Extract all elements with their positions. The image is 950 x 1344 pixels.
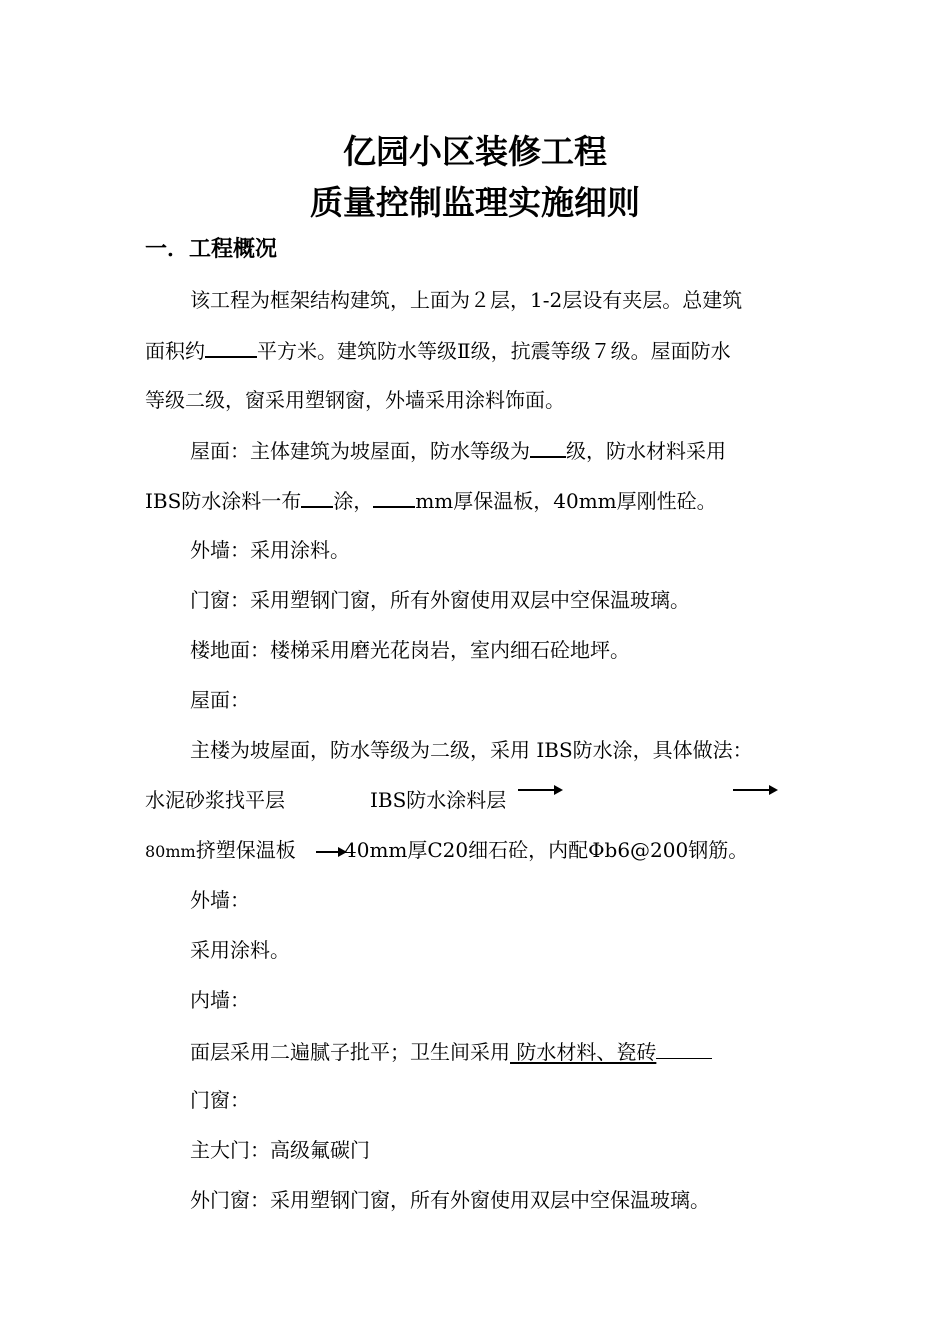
- fill-in-blank: [205, 336, 257, 358]
- paragraph-line: 内墙：: [190, 988, 250, 1012]
- paragraph-line: 该工程为框架结构建筑，上面为２层，1-2层设有夹层。总建筑: [190, 288, 743, 312]
- document-title-line2: 质量控制监理实施细则: [310, 183, 640, 222]
- fill-in-blank: [373, 486, 415, 508]
- text-span: mm厚保温板，40mm厚刚性砼。: [415, 489, 717, 513]
- underline-blank: [656, 1036, 712, 1059]
- process-step: IBS防水涂料层: [370, 788, 507, 812]
- paragraph-line: 屋面：: [190, 688, 250, 712]
- document-title-line1: 亿园小区装修工程: [343, 132, 607, 171]
- text-span: 平方米。建筑防水等级Ⅱ级，抗震等级７级。屋面防水: [257, 339, 731, 363]
- text-span: 挤塑保温板: [195, 838, 296, 862]
- underlined-text: 防水材料、瓷砖: [510, 1040, 657, 1064]
- paragraph-line: 外门窗：采用塑钢门窗，所有外窗使用双层中空保温玻璃。: [190, 1188, 710, 1212]
- paragraph-line: 门窗：采用塑钢门窗，所有外窗使用双层中空保温玻璃。: [190, 588, 690, 612]
- text-span: IBS防水涂料一布: [145, 489, 302, 513]
- paragraph-line: [190, 1036, 712, 1066]
- arrow-right-icon: [733, 784, 777, 796]
- text-span: 80mm: [145, 842, 196, 861]
- arrow-right-icon: [316, 846, 346, 858]
- paragraph-line: 等级二级，窗采用塑钢窗，外墙采用涂料饰面。: [145, 388, 565, 412]
- process-step: 40mm厚C20细石砼，内配Φb6@200钢筋。: [344, 838, 749, 862]
- paragraph-line: 外墙：: [190, 888, 250, 912]
- paragraph-line: 主大门：高级氟碳门: [190, 1138, 370, 1162]
- section-heading: 一．工程概况: [145, 237, 278, 262]
- arrow-right-icon: [518, 784, 562, 796]
- paragraph-line: [145, 336, 731, 365]
- fill-in-blank: [530, 436, 566, 458]
- paragraph-line: [190, 436, 726, 465]
- text-span: 级，防水材料采用: [566, 439, 726, 463]
- paragraph-line: [145, 486, 717, 515]
- paragraph-line: 门窗：: [190, 1088, 250, 1112]
- process-step: [145, 836, 296, 866]
- paragraph-line: 采用涂料。: [190, 938, 290, 962]
- process-step: 水泥砂浆找平层: [145, 788, 285, 812]
- text-span: 屋面：主体建筑为坡屋面，防水等级为: [190, 439, 530, 463]
- text-span: 面层采用二遍腻子批平；卫生间采用: [190, 1040, 510, 1064]
- text-span: 涂，: [333, 489, 374, 513]
- fill-in-blank: [301, 486, 333, 508]
- paragraph-line: 楼地面：楼梯采用磨光花岗岩，室内细石砼地坪。: [190, 638, 630, 662]
- paragraph-line: 主楼为坡屋面，防水等级为二级，采用 IBS防水涂，具体做法：: [190, 738, 753, 762]
- paragraph-line: 外墙：采用涂料。: [190, 538, 350, 562]
- text-span: 面积约: [145, 339, 205, 363]
